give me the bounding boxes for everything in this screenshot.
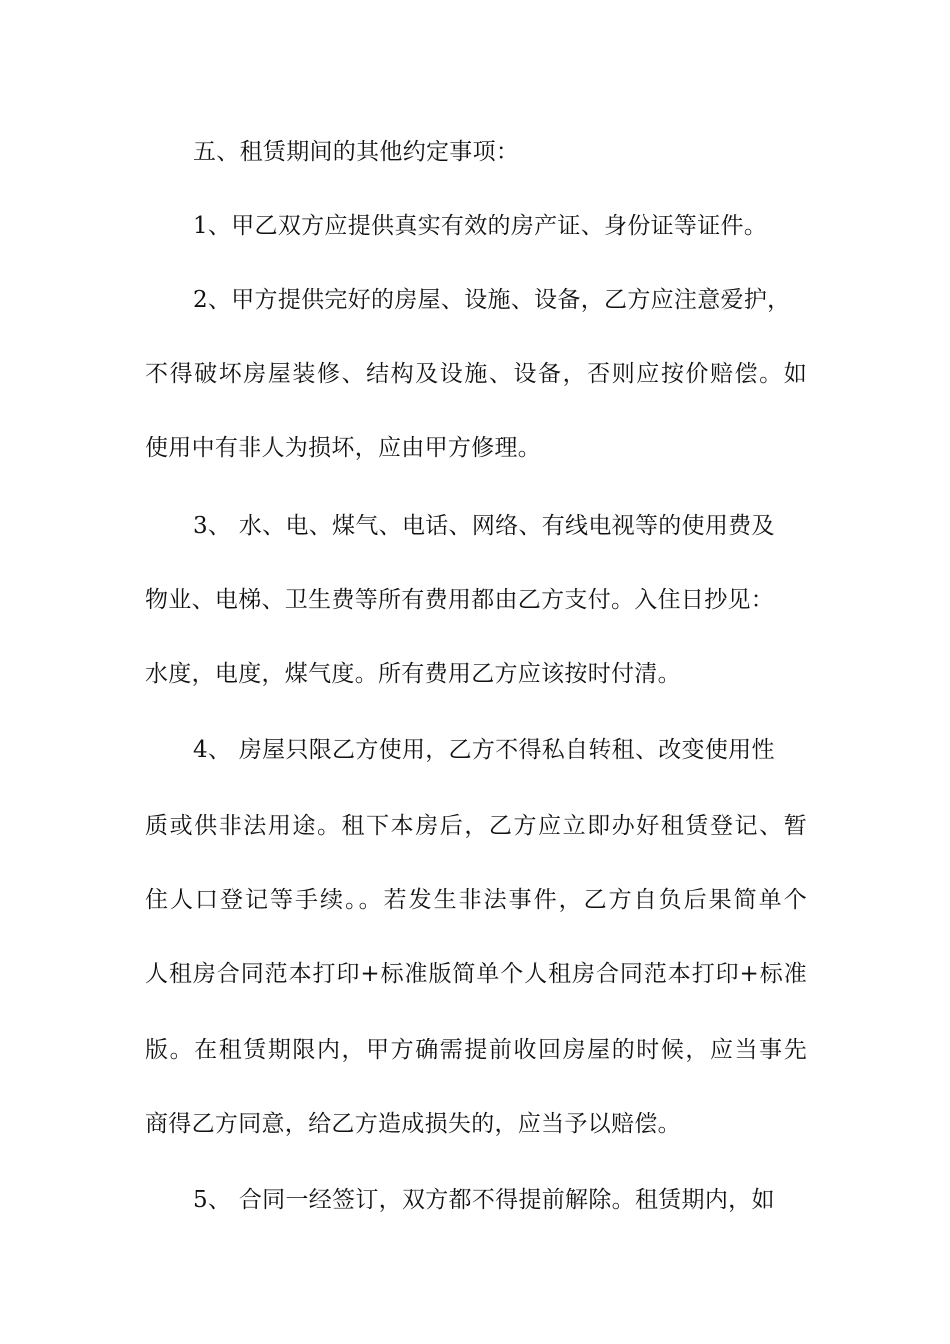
paragraph-line: 人租房合同范本打印+标准版简单个人租房合同范本打印+标准 xyxy=(145,961,807,987)
paragraph-line: 使用中有非人为损坏，应由甲方修理。 xyxy=(145,435,542,461)
paragraph-line: 不得破坏房屋装修、结构及设施、设备，否则应按价赔偿。如 xyxy=(145,361,807,387)
paragraph-line: 质或供非法用途。租下本房后，乙方应立即办好租赁登记、暂 xyxy=(145,813,807,839)
paragraph-line: 5、 合同一经签订，双方都不得提前解除。租赁期内，如 xyxy=(193,1187,775,1213)
paragraph-line: 2、甲方提供完好的房屋、设施、设备，乙方应注意爱护， xyxy=(193,287,791,313)
paragraph-line: 水度，电度，煤气度。所有费用乙方应该按时付清。 xyxy=(145,661,681,687)
paragraph-line: 3、 水、电、煤气、电话、网络、有线电视等的使用费及 xyxy=(193,513,775,539)
paragraph-line: 版。在租赁期限内，甲方确需提前收回房屋的时候，应当事先 xyxy=(145,1037,807,1063)
paragraph-line: 物业、电梯、卫生费等所有费用都由乙方支付。入住日抄见： xyxy=(145,587,775,613)
paragraph-line: 商得乙方同意，给乙方造成损失的，应当予以赔偿。 xyxy=(145,1111,681,1137)
paragraph-line: 1、甲乙双方应提供真实有效的房产证、身份证等证件。 xyxy=(193,213,768,239)
section-heading: 五、租赁期间的其他约定事项： xyxy=(193,139,520,165)
paragraph-line: 住人口登记等手续。。若发生非法事件，乙方自负后果简单个 xyxy=(145,887,807,913)
paragraph-line: 4、 房屋只限乙方使用，乙方不得私自转租、改变使用性 xyxy=(193,737,775,763)
